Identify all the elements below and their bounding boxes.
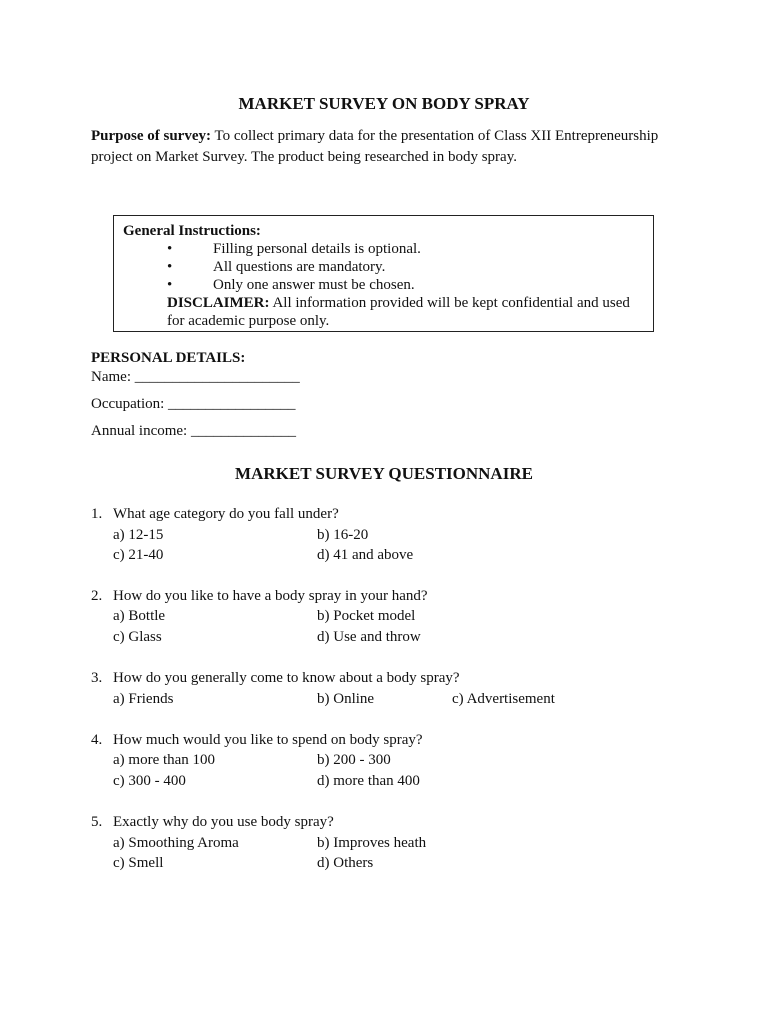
purpose-text-1: To collect primary data for the presentation of Class XII Entrepreneurship	[214, 128, 659, 144]
instructions-heading: General Instructions:	[123, 223, 261, 239]
q5-option-c[interactable]: c) Smell	[113, 855, 164, 871]
q5-option-d[interactable]: d) Others	[317, 855, 374, 871]
disclaimer-label: DISCLAIMER:	[167, 295, 270, 311]
q2-option-c[interactable]: c) Glass	[113, 629, 162, 645]
instruction-item-3: Only one answer must be chosen.	[213, 277, 415, 293]
question-5-number: 5.	[91, 814, 103, 830]
occupation-field[interactable]: Occupation: _________________	[91, 396, 296, 412]
bullet-1: •	[167, 241, 173, 257]
q3-option-c[interactable]: c) Advertisement	[452, 691, 555, 707]
q1-option-b[interactable]: b) 16-20	[317, 527, 369, 543]
questionnaire-title: MARKET SURVEY QUESTIONNAIRE	[235, 464, 533, 483]
q2-option-a[interactable]: a) Bottle	[113, 608, 166, 624]
question-1-text: What age category do you fall under?	[113, 506, 339, 522]
question-3-text: How do you generally come to know about a body spray?	[113, 670, 460, 686]
name-field[interactable]: Name: ______________________	[91, 369, 300, 385]
bullet-2: •	[167, 259, 173, 275]
q4-option-b[interactable]: b) 200 - 300	[317, 752, 391, 768]
purpose-line-1	[91, 125, 658, 147]
q1-option-a[interactable]: a) 12-15	[113, 527, 164, 543]
purpose-label: Purpose of survey:	[91, 128, 211, 144]
question-2-text: How do you like to have a body spray in your hand?	[113, 588, 428, 604]
annual-income-field[interactable]: Annual income: ______________	[91, 423, 296, 439]
instruction-item-2: All questions are mandatory.	[213, 259, 386, 275]
q1-option-c[interactable]: c) 21-40	[113, 547, 164, 563]
question-1-number: 1.	[91, 506, 103, 522]
question-4-number: 4.	[91, 732, 103, 748]
question-3-number: 3.	[91, 670, 103, 686]
q2-option-d[interactable]: d) Use and throw	[317, 629, 421, 645]
question-2-number: 2.	[91, 588, 103, 604]
q4-option-c[interactable]: c) 300 - 400	[113, 773, 186, 789]
q4-option-d[interactable]: d) more than 400	[317, 773, 420, 789]
question-5-text: Exactly why do you use body spray?	[113, 814, 334, 830]
disclaimer-text-2: for academic purpose only.	[167, 313, 330, 329]
question-4-text: How much would you like to spend on body spray?	[113, 732, 423, 748]
disclaimer-text-1: All information provided will be kept confidential and used	[272, 295, 630, 311]
q5-option-a[interactable]: a) Smoothing Aroma	[113, 835, 239, 851]
q4-option-a[interactable]: a) more than 100	[113, 752, 216, 768]
q3-option-a[interactable]: a) Friends	[113, 691, 174, 707]
q3-option-b[interactable]: b) Online	[317, 691, 375, 707]
instruction-item-1: Filling personal details is optional.	[213, 241, 421, 257]
bullet-3: •	[167, 277, 173, 293]
personal-details-heading: PERSONAL DETAILS:	[91, 350, 246, 366]
document-title: MARKET SURVEY ON BODY SPRAY	[238, 94, 530, 113]
purpose-text-2: project on Market Survey. The product being researched in body spray.	[91, 149, 517, 165]
q5-option-b[interactable]: b) Improves heath	[317, 835, 427, 851]
q1-option-d[interactable]: d) 41 and above	[317, 547, 414, 563]
q2-option-b[interactable]: b) Pocket model	[317, 608, 416, 624]
